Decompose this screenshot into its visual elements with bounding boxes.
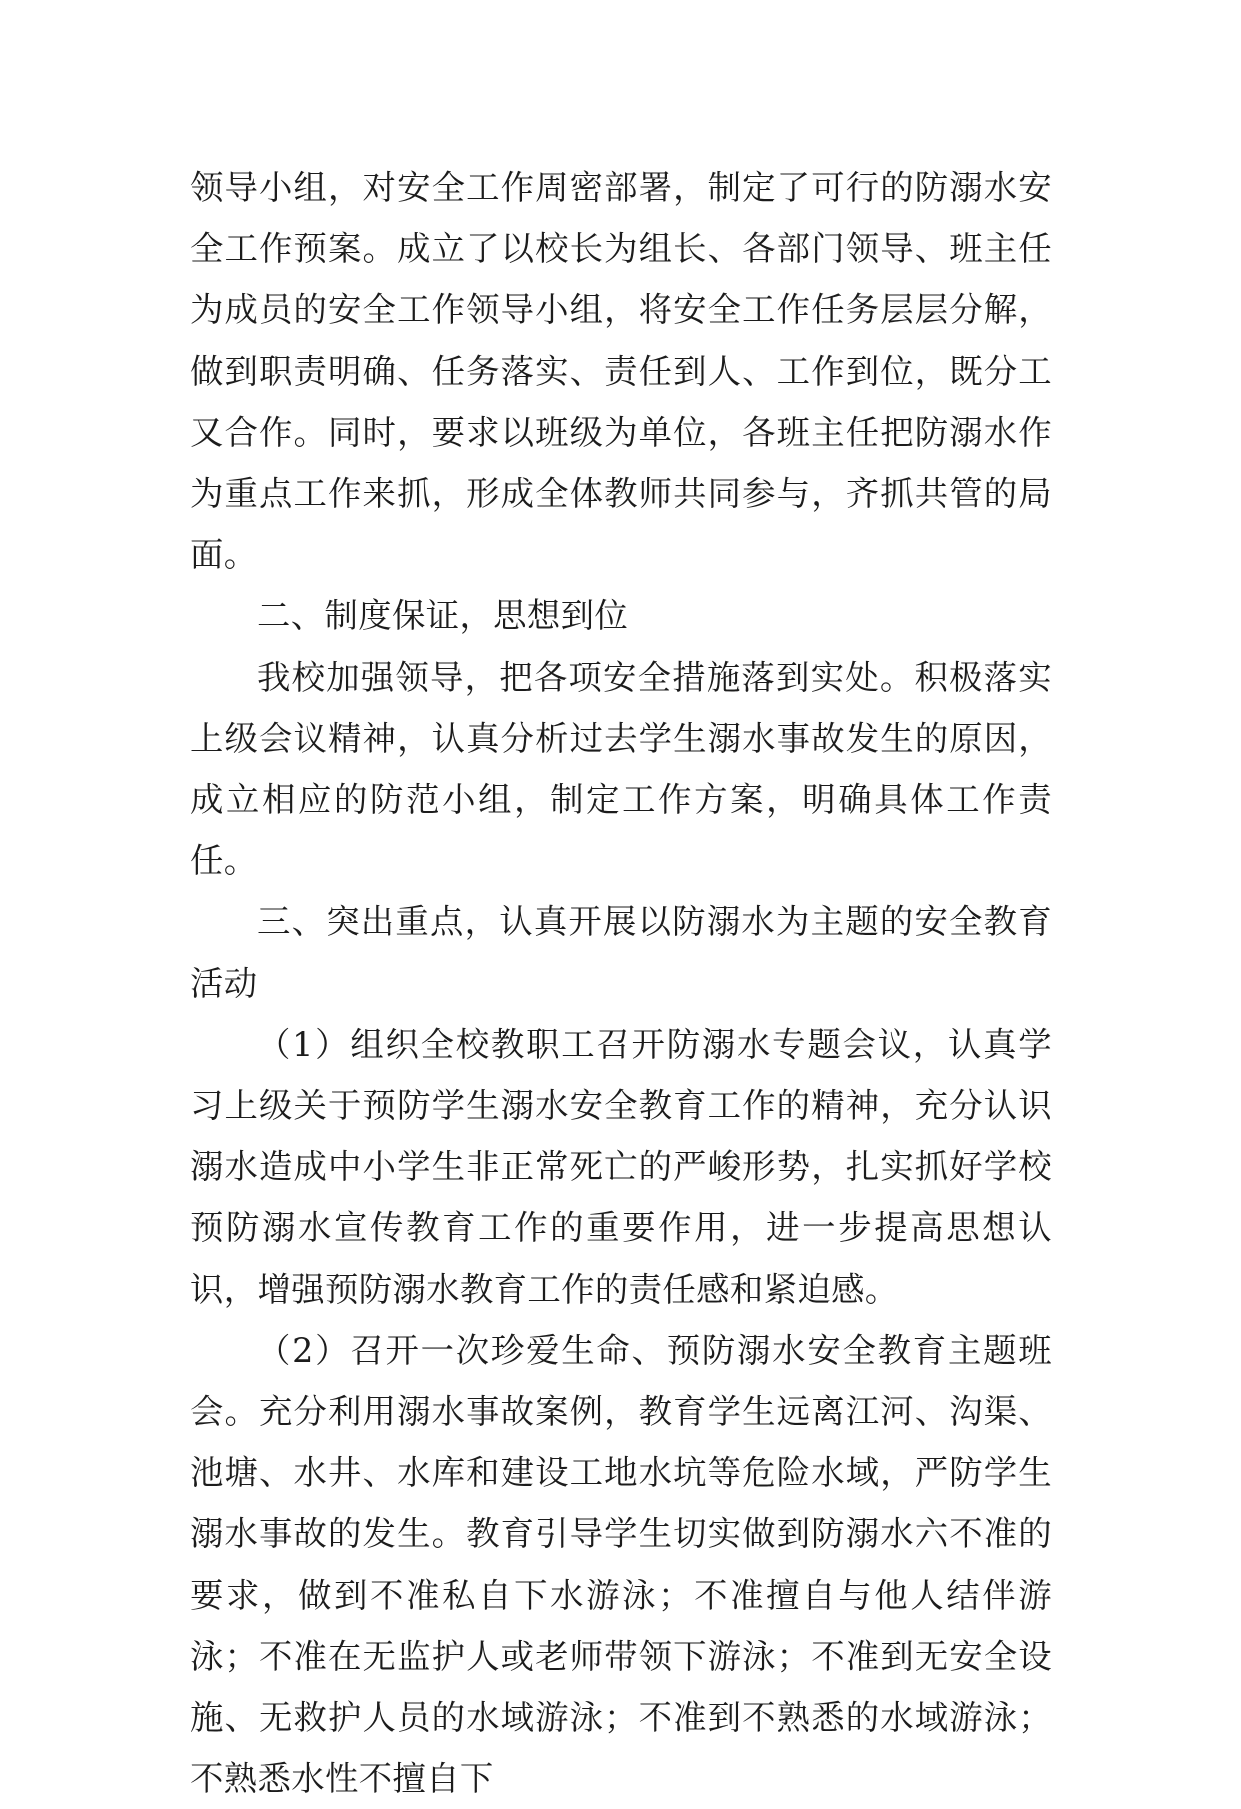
paragraph-leadership-group: 领导小组，对安全工作周密部署，制定了可行的防溺水安全工作预案。成立了以校长为组长、各部门领导、班主任为成员的安全工作领导小组，将安全工作任务层层分解，做到职责明确、任务落实、责任到人、工作到位，既分工又合作。同时，要求以班级为单位，各班主任把防溺水作为重点工作来抓，形成全体教师共同参与，齐抓共管的局面。 <box>190 168 1052 575</box>
document-body <box>190 157 1052 1809</box>
paragraph-strengthen-leadership: 我校加强领导，把各项安全措施落到实处。积极落实上级会议精神，认真分析过去学生溺水事故发生的原因，成立相应的防范小组，制定工作方案，明确具体工作责任。 <box>190 657 1052 881</box>
paragraph-item-2: （2）召开一次珍爱生命、预防溺水安全教育主题班会。充分利用溺水事故案例，教育学生远离江河、沟渠、池塘、水井、水库和建设工地水坑等危险水域，严防学生溺水事故的发生。教育引导学生切实做到防溺水六不准的要求，做到不准私自下水游泳；不准擅自与他人结伴游泳；不准在无监护人或老师带领下游泳；不准到无安全设施、无救护人员的水域游泳；不准到不熟悉的水域游泳；不熟悉水性不擅自下 <box>190 1330 1052 1799</box>
heading-section-2: 二、制度保证，思想到位 <box>257 596 629 636</box>
heading-section-3: 三、突出重点，认真开展以防溺水为主题的安全教育活动 <box>190 902 1052 1003</box>
paragraph-item-1: （1）组织全校教职工召开防溺水专题会议，认真学习上级关于预防学生溺水安全教育工作的精神，充分认识溺水造成中小学生非正常死亡的严峻形势，扎实抓好学校预防溺水宣传教育工作的重要作用，进一步提高思想认识，增强预防溺水教育工作的责任感和紧迫感。 <box>190 1024 1052 1309</box>
